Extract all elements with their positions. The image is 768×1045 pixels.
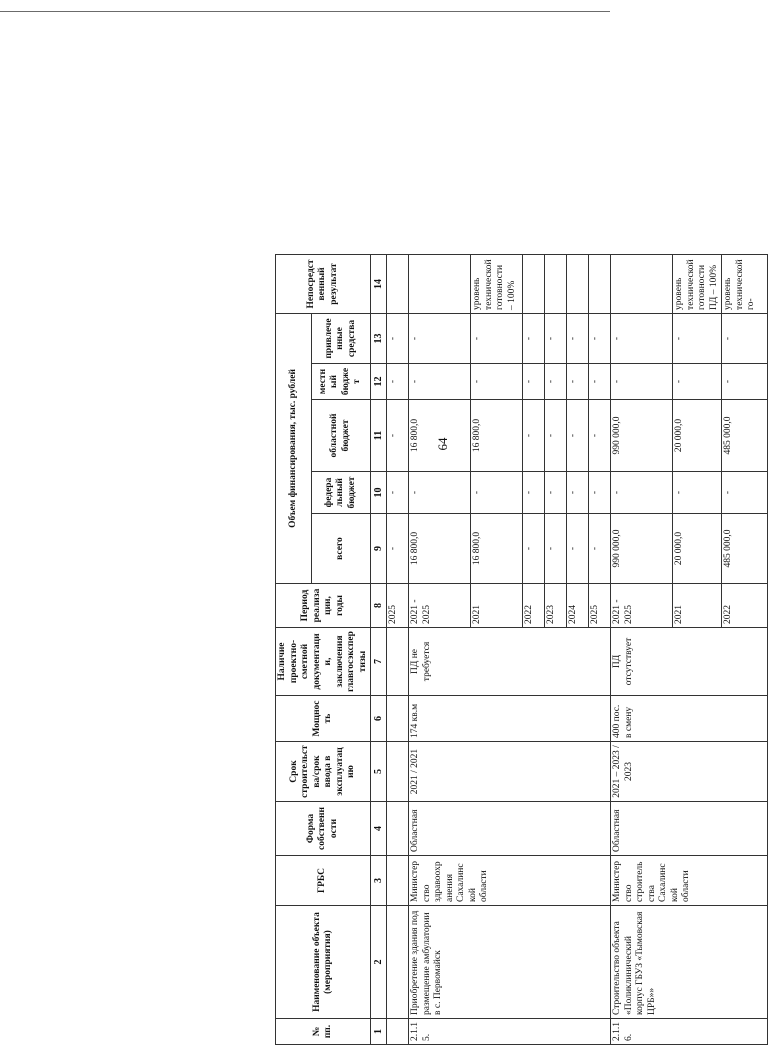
cell-local: -: [673, 364, 722, 400]
header-name: Наименование объекта (мероприятия): [276, 906, 371, 1019]
cell-federal: -: [567, 472, 589, 514]
object-name: Приобретение здания под размещение амбулатории в с. Первомайск: [409, 906, 611, 1019]
cell-period: 2022: [722, 584, 768, 628]
object-form: Областная: [409, 802, 611, 856]
col-number: 4: [371, 802, 387, 856]
object-psd: ПД не требуется: [409, 628, 611, 696]
cell-local: -: [589, 364, 611, 400]
header-result: Непосредственный результат: [276, 254, 371, 313]
cell-federal: -: [471, 472, 523, 514]
cell-period: 2024: [567, 584, 589, 628]
cell-empty: [387, 856, 409, 906]
cell-result: [611, 254, 673, 313]
financing-table-wrapper: [275, 255, 756, 1045]
cell-federal: -: [387, 472, 409, 514]
cell-regional: -: [523, 400, 545, 472]
cell-local: -: [567, 364, 589, 400]
header-local: местный бюджет: [311, 364, 370, 400]
table-row: [387, 254, 409, 1044]
header-term: Срок строительства/срок ввода в эксплуатацию: [276, 742, 371, 802]
table-row: [611, 254, 673, 1044]
header-period: Период реализации, годы: [276, 584, 371, 628]
cell-result: [545, 254, 567, 313]
cell-total: 16 800,0: [409, 514, 471, 584]
cell-local: -: [545, 364, 567, 400]
cell-local: -: [387, 364, 409, 400]
header-total: всего: [311, 514, 370, 584]
cell-empty: [387, 696, 409, 742]
cell-regional: -: [545, 400, 567, 472]
cell-period: 2023: [545, 584, 567, 628]
cell-period: 2025: [589, 584, 611, 628]
cell-attracted: -: [387, 313, 409, 363]
object-number: 2.1.16.: [611, 1019, 768, 1045]
cell-total: -: [523, 514, 545, 584]
object-name: Строительство объекта «Поликлинический корпус ГБУЗ «Тымовская ЦРБ»»: [611, 906, 768, 1019]
col-number: 10: [371, 472, 387, 514]
cell-period: 2021 - 2025: [409, 584, 471, 628]
cell-local: -: [611, 364, 673, 400]
col-number: 13: [371, 313, 387, 363]
col-number: 9: [371, 514, 387, 584]
cell-local: -: [722, 364, 768, 400]
cell-total: -: [545, 514, 567, 584]
top-rule: [0, 11, 610, 12]
cell-attracted: -: [545, 313, 567, 363]
cell-empty: [387, 906, 409, 1019]
cell-total: 990 000,0: [611, 514, 673, 584]
col-number: 14: [371, 254, 387, 313]
cell-period: 2021: [673, 584, 722, 628]
cell-regional: 485 000,0: [722, 400, 768, 472]
cell-empty: [387, 742, 409, 802]
cell-attracted: -: [722, 313, 768, 363]
cell-total: -: [589, 514, 611, 584]
object-term: 2021 – 2023 / 2023: [611, 742, 768, 802]
cell-empty: [387, 1019, 409, 1045]
page-number: 64: [435, 437, 450, 451]
cell-regional: -: [567, 400, 589, 472]
cell-attracted: -: [673, 313, 722, 363]
cell-attracted: -: [589, 313, 611, 363]
cell-total: -: [567, 514, 589, 584]
cell-attracted: -: [567, 313, 589, 363]
cell-total: -: [387, 514, 409, 584]
cell-federal: -: [545, 472, 567, 514]
cell-federal: -: [611, 472, 673, 514]
col-number: 8: [371, 584, 387, 628]
cell-empty: [387, 628, 409, 696]
cell-result: [409, 254, 471, 313]
cell-regional: 20 000,0: [673, 400, 722, 472]
header-financing-group: Объем финансирования, тыс. рублей: [276, 313, 312, 583]
cell-period: 2021 - 2025: [611, 584, 673, 628]
header-psd: Наличие проектно-сметной документации, заключения главгосэкспертизы: [276, 628, 371, 696]
cell-regional: 16 800,0: [409, 400, 471, 472]
object-grbs: Министерство строительства Сахалинской области: [611, 856, 768, 906]
cell-federal: -: [523, 472, 545, 514]
cell-period: 2025: [387, 584, 409, 628]
object-power: 174 кв.м: [409, 696, 611, 742]
cell-result: уровень технической готовности ПД – 100%: [673, 254, 722, 313]
col-number: 1: [371, 1019, 387, 1045]
header-federal: федеральный бюджет: [311, 472, 370, 514]
col-number: 6: [371, 696, 387, 742]
cell-federal: -: [673, 472, 722, 514]
table-row: [409, 254, 471, 1044]
object-power: 400 пос. в смену: [611, 696, 768, 742]
cell-attracted: -: [611, 313, 673, 363]
cell-total: 16 800,0: [471, 514, 523, 584]
header-form: Форма собственности: [276, 802, 371, 856]
header-attracted: привлеченные средства: [311, 313, 370, 363]
cell-total: 20 000,0: [673, 514, 722, 584]
cell-local: -: [409, 364, 471, 400]
cell-regional: 990 000,0: [611, 400, 673, 472]
cell-regional: -: [589, 400, 611, 472]
cell-local: -: [471, 364, 523, 400]
header-num: № пп.: [276, 1019, 371, 1045]
cell-regional: 16 800,0: [471, 400, 523, 472]
col-number: 7: [371, 628, 387, 696]
cell-local: -: [523, 364, 545, 400]
cell-period: 2022: [523, 584, 545, 628]
cell-period: 2021: [471, 584, 523, 628]
col-number: 11: [371, 400, 387, 472]
cell-attracted: -: [409, 313, 471, 363]
cell-result: [567, 254, 589, 313]
cell-result: [387, 254, 409, 313]
cell-result: [523, 254, 545, 313]
col-number: 12: [371, 364, 387, 400]
col-number: 3: [371, 856, 387, 906]
object-number: 2.1.15.: [409, 1019, 611, 1045]
cell-result: [589, 254, 611, 313]
header-regional: областной бюджет: [311, 400, 370, 472]
object-term: 2021 / 2021: [409, 742, 611, 802]
object-form: Областная: [611, 802, 768, 856]
cell-federal: -: [409, 472, 471, 514]
cell-result: уровень технической го-: [722, 254, 768, 313]
object-psd: ПД отсутствует: [611, 628, 768, 696]
cell-total: 485 000,0: [722, 514, 768, 584]
cell-empty: [387, 802, 409, 856]
cell-attracted: -: [523, 313, 545, 363]
cell-federal: -: [589, 472, 611, 514]
cell-result: уровень технической готовности – 100%: [471, 254, 523, 313]
cell-attracted: -: [471, 313, 523, 363]
header-power: Мощность: [276, 696, 371, 742]
col-number: 2: [371, 906, 387, 1019]
col-number: 5: [371, 742, 387, 802]
cell-federal: -: [722, 472, 768, 514]
cell-regional: -: [387, 400, 409, 472]
object-grbs: Министерство здравоохранения Сахалинской области: [409, 856, 611, 906]
financing-table: [275, 254, 768, 1045]
header-grbs: ГРБС: [276, 856, 371, 906]
